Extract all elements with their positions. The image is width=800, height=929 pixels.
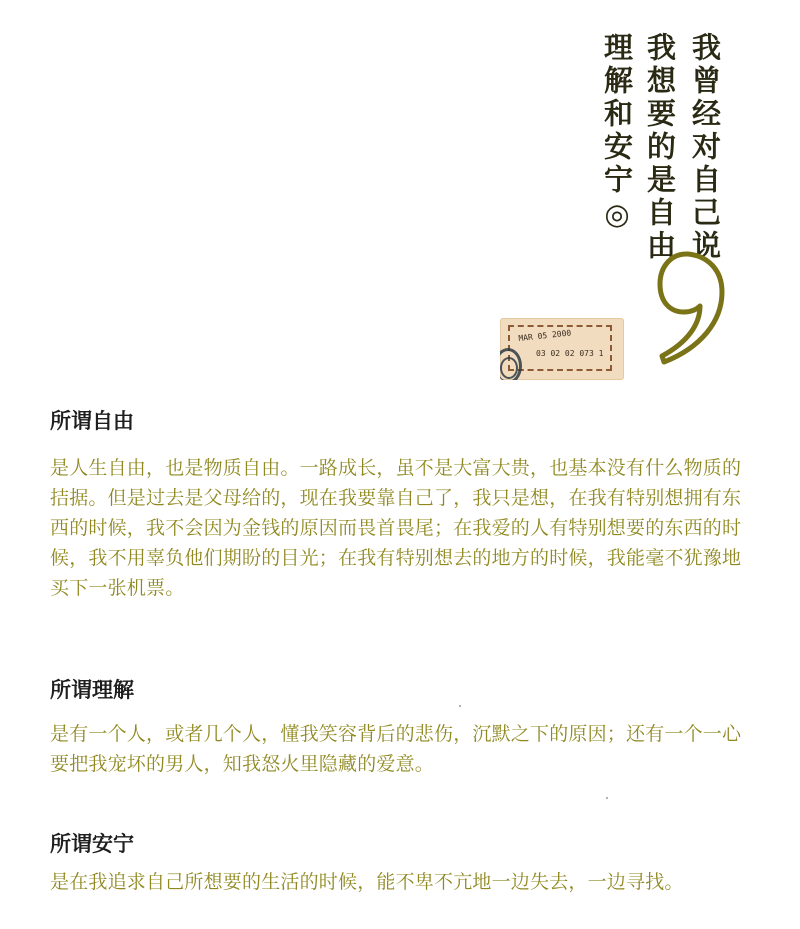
stamp-number-text: 03 02 02 073 1 — [536, 349, 604, 358]
section-understanding — [50, 677, 750, 779]
section-body: 是在我追求自己所想要的生活的时候，能不卑不亢地一边失去，一边寻找。 — [50, 871, 684, 894]
section-freedom — [50, 408, 750, 603]
section-body: 是有一个人，或者几个人，懂我笑容背后的悲伤，沉默之下的原因；还有一个一心要把我宠坏的男人，知我怒火里隐藏的爱意。 — [50, 723, 742, 776]
vertical-heading-line-3: 理解和安宁◎ — [600, 32, 634, 235]
vertical-heading-line-2: 我想要的是自由 — [643, 32, 677, 263]
stamp-date-text: MAR 05 2000 — [518, 328, 572, 343]
section-heading: 所谓自由 — [50, 408, 134, 433]
scan-speck — [606, 797, 608, 799]
stamp-ticket-image — [500, 318, 624, 380]
section-heading: 所谓安宁 — [50, 831, 134, 856]
section-heading: 所谓理解 — [50, 677, 134, 702]
scan-speck — [459, 705, 461, 707]
big-comma-icon — [652, 248, 726, 366]
section-body: 是人生自由，也是物质自由。一路成长，虽不是大富大贵，也基本没有什么物质的拮据。但是过去是父母给的，现在我要靠自己了，我只是想，在我有特别想拥有东西的时候，我不会因为金钱的原因而畏首畏尾；在我爱的人有特别想要的东西的时候，我不用辜负他们期盼的目光；在我有特别想去的地方的时候，我能毫不犹豫地买下一张机票。 — [50, 457, 742, 600]
section-peace — [50, 831, 750, 897]
vertical-heading-line-1: 我曾经对自己说 — [688, 32, 722, 263]
